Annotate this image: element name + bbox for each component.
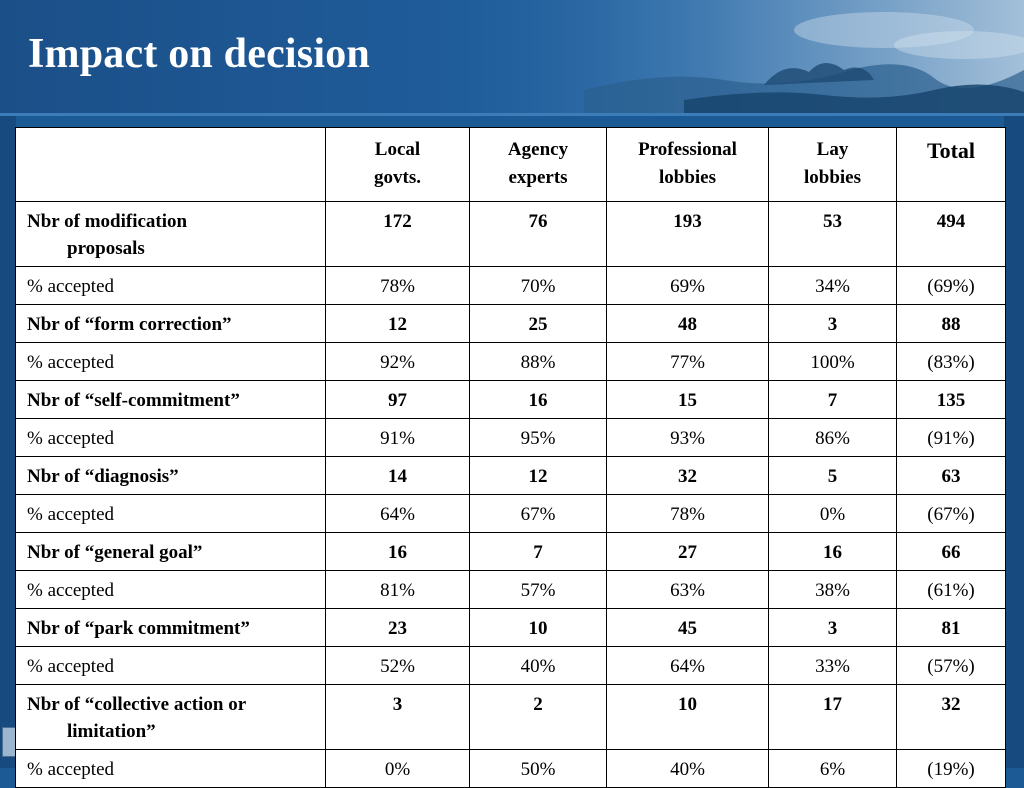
table-cell: 0%	[326, 750, 470, 788]
table-cell-total: (91%)	[897, 419, 1006, 457]
table-cell: 38%	[769, 571, 897, 609]
table-cell-total: 81	[897, 609, 1006, 647]
table-cell: 10	[607, 685, 769, 750]
table-cell: 81%	[326, 571, 470, 609]
table-row	[16, 647, 1006, 685]
table-row	[16, 457, 1006, 495]
table-row	[16, 533, 1006, 571]
column-header: Lay lobbies	[769, 128, 897, 202]
table-cell: 64%	[607, 647, 769, 685]
table-cell-total: (69%)	[897, 267, 1006, 305]
table-cell: 25	[470, 305, 607, 343]
table-row	[16, 685, 1006, 750]
row-label: Nbr of “park commitment”	[16, 609, 326, 647]
table-header-row	[16, 128, 1006, 202]
table-cell: 0%	[769, 495, 897, 533]
table-row	[16, 750, 1006, 788]
row-label: % accepted	[16, 647, 326, 685]
row-label: % accepted	[16, 495, 326, 533]
table-cell-total: 135	[897, 381, 1006, 419]
table-cell-total: 494	[897, 202, 1006, 267]
table-cell: 12	[326, 305, 470, 343]
table-cell: 3	[326, 685, 470, 750]
table-cell-total: 88	[897, 305, 1006, 343]
table-cell-total: 32	[897, 685, 1006, 750]
table-cell-total: 66	[897, 533, 1006, 571]
table-cell: 86%	[769, 419, 897, 457]
row-label: Nbr of “general goal”	[16, 533, 326, 571]
table-cell: 92%	[326, 343, 470, 381]
table-cell: 40%	[607, 750, 769, 788]
table-cell-total: (19%)	[897, 750, 1006, 788]
table-cell: 7	[470, 533, 607, 571]
row-label: Nbr of “self-commitment”	[16, 381, 326, 419]
table-cell: 40%	[470, 647, 607, 685]
table-cell: 16	[769, 533, 897, 571]
left-margin-bar	[0, 116, 16, 768]
coastline-photo-banner	[464, 0, 1024, 115]
table-cell: 76	[470, 202, 607, 267]
row-label: % accepted	[16, 267, 326, 305]
table-cell: 27	[607, 533, 769, 571]
table-row	[16, 343, 1006, 381]
column-header: Agency experts	[470, 128, 607, 202]
row-label: Nbr of “collective action or limitation”	[16, 685, 326, 750]
table-row	[16, 267, 1006, 305]
table-cell: 10	[470, 609, 607, 647]
table-cell: 67%	[470, 495, 607, 533]
table-cell: 193	[607, 202, 769, 267]
table-cell: 7	[769, 381, 897, 419]
table-cell: 77%	[607, 343, 769, 381]
table-cell: 78%	[607, 495, 769, 533]
table-cell: 78%	[326, 267, 470, 305]
table-row	[16, 571, 1006, 609]
table-cell: 91%	[326, 419, 470, 457]
table-cell: 69%	[607, 267, 769, 305]
column-header: Professional lobbies	[607, 128, 769, 202]
table-cell: 32	[607, 457, 769, 495]
table-cell: 3	[769, 305, 897, 343]
table-cell: 88%	[470, 343, 607, 381]
row-label: % accepted	[16, 419, 326, 457]
slide-header	[0, 0, 1024, 115]
table-cell: 45	[607, 609, 769, 647]
table-row	[16, 609, 1006, 647]
column-header-total: Total	[897, 128, 1006, 202]
table-cell: 17	[769, 685, 897, 750]
right-margin-bar	[1004, 116, 1024, 768]
table-row	[16, 419, 1006, 457]
table-cell: 70%	[470, 267, 607, 305]
table-cell: 52%	[326, 647, 470, 685]
table-cell: 5	[769, 457, 897, 495]
table-row	[16, 202, 1006, 267]
table-cell: 14	[326, 457, 470, 495]
table-cell: 93%	[607, 419, 769, 457]
table-cell: 15	[607, 381, 769, 419]
row-label: Nbr of “diagnosis”	[16, 457, 326, 495]
page-title: Impact on decision	[28, 31, 370, 77]
table-cell: 12	[470, 457, 607, 495]
table-cell: 172	[326, 202, 470, 267]
table-cell: 57%	[470, 571, 607, 609]
row-label: Nbr of “form correction”	[16, 305, 326, 343]
table-cell: 34%	[769, 267, 897, 305]
table-row	[16, 495, 1006, 533]
row-label: % accepted	[16, 343, 326, 381]
table-cell: 23	[326, 609, 470, 647]
corner-cell	[16, 128, 326, 202]
table-cell: 16	[470, 381, 607, 419]
table-cell: 63%	[607, 571, 769, 609]
table-row	[16, 381, 1006, 419]
table-cell: 16	[326, 533, 470, 571]
table-cell: 53	[769, 202, 897, 267]
header-divider	[0, 113, 1024, 116]
table-row	[16, 305, 1006, 343]
row-label: % accepted	[16, 571, 326, 609]
table-cell-total: (61%)	[897, 571, 1006, 609]
table-cell-total: (57%)	[897, 647, 1006, 685]
table-cell-total: (67%)	[897, 495, 1006, 533]
table-cell: 3	[769, 609, 897, 647]
table-cell: 2	[470, 685, 607, 750]
table-cell: 100%	[769, 343, 897, 381]
table-cell: 48	[607, 305, 769, 343]
table-cell: 97	[326, 381, 470, 419]
table-cell: 33%	[769, 647, 897, 685]
table-cell: 6%	[769, 750, 897, 788]
table-cell-total: 63	[897, 457, 1006, 495]
table-cell: 64%	[326, 495, 470, 533]
row-label: Nbr of modification proposals	[16, 202, 326, 267]
table-cell: 50%	[470, 750, 607, 788]
table-cell: 95%	[470, 419, 607, 457]
impact-table	[15, 127, 1006, 788]
row-label: % accepted	[16, 750, 326, 788]
column-header: Local govts.	[326, 128, 470, 202]
table-cell-total: (83%)	[897, 343, 1006, 381]
